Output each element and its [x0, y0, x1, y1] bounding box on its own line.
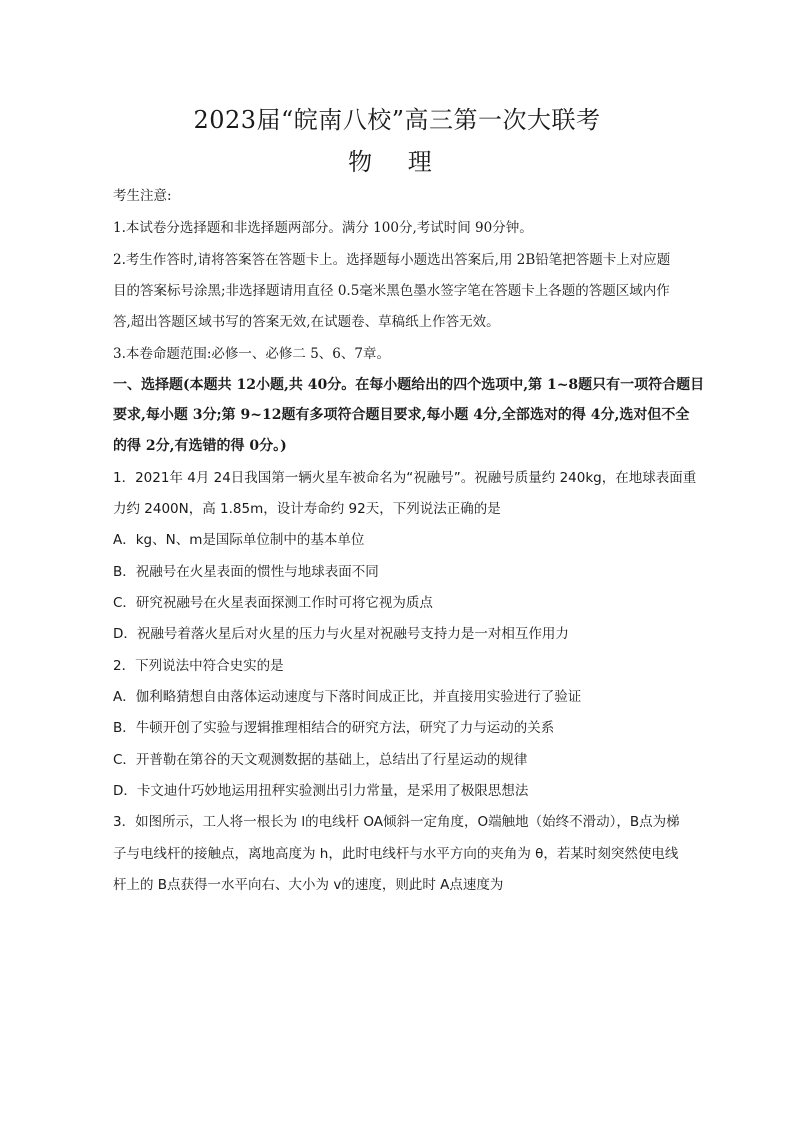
- q2-option-b: B．牛顿开创了实验与逻辑推理相结合的研究方法，研究了力与运动的关系: [113, 720, 555, 736]
- q1-stem-line: 1．2021年 4月 24日我国第一辆火星车被命名为“祝融号”。祝融号质量约 240kg，在地球表面重: [113, 470, 697, 486]
- notice-item: 3.本卷命题范围:必修一、必修二 5、6、7章。: [113, 346, 390, 362]
- notice-item: 1.本试卷分选择题和非选择题两部分。满分 100分,考试时间 90分钟。: [113, 220, 533, 236]
- q1-stem-line: 力约 2400N，高 1.85m，设计寿命约 92天，下列说法正确的是: [113, 501, 501, 517]
- section-heading-line: 的得 2分,有选错的得 0分。): [113, 438, 287, 454]
- notice-item: 2.考生作答时,请将答案答在答题卡上。选择题每小题选出答案后,用 2B铅笔把答题卡上对应题: [113, 252, 671, 268]
- exam-title: 2023届“皖南八校”高三第一次大联考: [193, 106, 601, 134]
- q3-stem-line: 3．如图所示，工人将一根长为 l的电线杆 OA倾斜一定角度，O端触地（始终不滑动），B点为梯: [113, 814, 680, 830]
- notice-item: 答,超出答题区域书写的答案无效,在试题卷、草稿纸上作答无效。: [113, 314, 500, 330]
- q1-option-d: D．祝融号着落火星后对火星的压力与火星对祝融号支持力是一对相互作用力: [113, 626, 569, 642]
- q2-option-a: A．伽利略猜想自由落体运动速度与下落时间成正比，并直接用实验进行了验证: [113, 689, 582, 705]
- q3-stem-line: 子与电线杆的接触点，离地高度为 h，此时电线杆与水平方向的夹角为 θ，若某时刻突然使电线: [113, 846, 679, 862]
- notice-heading: 考生注意:: [113, 188, 172, 204]
- q1-option-a: A．kg、N、m是国际单位制中的基本单位: [113, 532, 365, 548]
- section-heading-line: 一、选择题(本题共 12小题,共 40分。在每小题给出的四个选项中,第 1~8题只有一项符合题目: [113, 377, 705, 393]
- notice-item: 目的答案标号涂黑;非选择题请用直径 0.5毫米黑色墨水签字笔在答题卡上各题的答题区域内作: [113, 283, 670, 299]
- section-heading-line: 要求,每小题 3分;第 9~12题有多项符合题目要求,每小题 4分,全部选对的得 4分,选对但不全: [113, 407, 690, 423]
- q2-option-d: D．卡文迪什巧妙地运用扭秤实验测出引力常量，是采用了极限思想法: [113, 783, 529, 799]
- subject-title: 物 理: [348, 148, 446, 176]
- q2-stem-line: 2．下列说法中符合史实的是: [113, 658, 284, 674]
- q1-option-c: C．研究祝融号在火星表面探测工作时可将它视为质点: [113, 595, 433, 611]
- q2-option-c: C．开普勒在第谷的天文观测数据的基础上，总结出了行星运动的规律: [113, 752, 528, 768]
- q1-option-b: B．祝融号在火星表面的惯性与地球表面不同: [113, 564, 379, 580]
- q3-stem-line: 杆上的 B点获得一水平向右、大小为 v的速度，则此时 A点速度为: [113, 877, 504, 893]
